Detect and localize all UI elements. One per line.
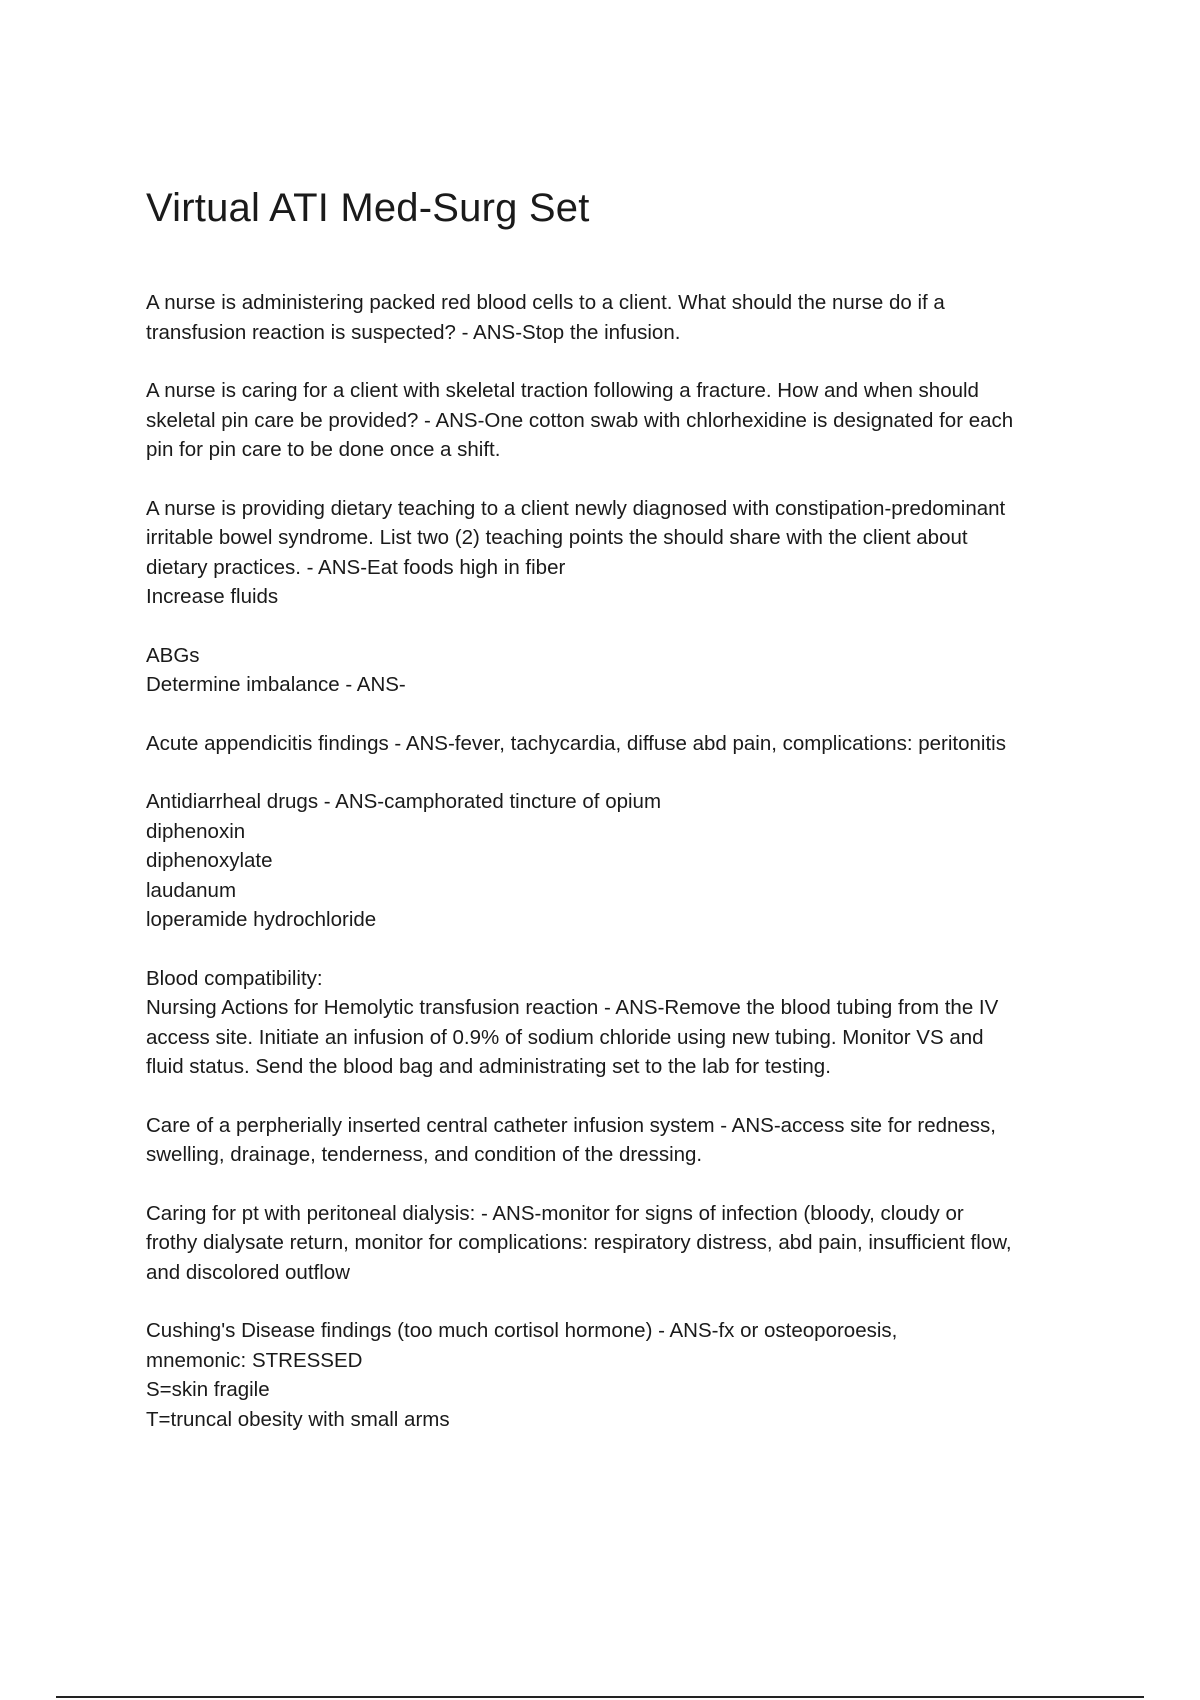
entry-line: dietary practices. - ANS-Eat foods high in fiber	[146, 555, 566, 579]
entry-line: fluid status. Send the blood bag and administrating set to the lab for testing.	[146, 1055, 831, 1078]
qa-entry	[146, 787, 1091, 935]
entry-line: irritable bowel syndrome. List two (2) teaching points the should share with the client about	[146, 526, 968, 549]
entry-line: Cushing's Disease findings (too much cortisol hormone) - ANS-fx or osteoporoesis,	[146, 1319, 898, 1342]
entry-line: swelling, drainage, tenderness, and condition of the dressing.	[146, 1143, 703, 1166]
qa-entry	[146, 729, 1091, 759]
qa-entry	[146, 1111, 1091, 1170]
entry-line: Antidiarrheal drugs - ANS-camphorated tincture of opium	[146, 790, 662, 813]
entry-line: Care of a perpherially inserted central catheter infusion system - ANS-access site for redness,	[146, 1113, 996, 1137]
entry-line: Acute appendicitis findings - ANS-fever, tachycardia, diffuse abd pain, complications: peritonitis	[146, 731, 1006, 755]
entry-line: diphenoxin	[146, 819, 246, 843]
entry-line: skeletal pin care be provided? - ANS-One cotton swab with chlorhexidine is designated for each	[146, 408, 1014, 432]
entry-line: transfusion reaction is suspected? - ANS-Stop the infusion.	[146, 320, 681, 344]
entry-line: laudanum	[146, 878, 237, 902]
entry-line: and discolored outflow	[146, 1260, 350, 1284]
entry-line: A nurse is caring for a client with skeletal traction following a fracture. How and when should	[146, 379, 979, 402]
qa-entry	[146, 1199, 1091, 1288]
entry-line: frothy dialysate return, monitor for complications: respiratory distress, abd pain, insufficient flow,	[146, 1231, 1012, 1254]
entry-line: pin for pin care to be done once a shift.	[146, 438, 501, 461]
entry-line: diphenoxylate	[146, 849, 273, 872]
entry-line: mnemonic: STRESSED	[146, 1348, 363, 1372]
entry-line: Increase fluids	[146, 585, 279, 608]
entry-line: A nurse is administering packed red blood cells to a client. What should the nurse do if a	[146, 291, 945, 314]
qa-entry	[146, 964, 1091, 1082]
entry-line: A nurse is providing dietary teaching to a client newly diagnosed with constipation-predominant	[146, 496, 1006, 520]
document-page	[146, 180, 1091, 1463]
entry-line: Blood compatibility:	[146, 966, 323, 990]
entry-line: T=truncal obesity with small arms	[146, 1407, 450, 1431]
qa-entry	[146, 376, 1091, 465]
entry-line: Caring for pt with peritoneal dialysis: - ANS-monitor for signs of infection (bloody, cloudy or	[146, 1201, 964, 1225]
entry-line: loperamide hydrochloride	[146, 908, 377, 931]
page-title: Virtual ATI Med-Surg Set	[146, 186, 590, 230]
entry-line: ABGs	[146, 643, 200, 667]
entry-line: S=skin fragile	[146, 1378, 270, 1401]
entry-line: access site. Initiate an infusion of 0.9% of sodium chloride using new tubing. Monitor VS and	[146, 1025, 984, 1049]
entry-line: Nursing Actions for Hemolytic transfusion reaction - ANS-Remove the blood tubing from the IV	[146, 996, 999, 1019]
qa-entry	[146, 641, 1091, 700]
entry-line: Determine imbalance - ANS-	[146, 673, 406, 696]
qa-entry	[146, 288, 1091, 347]
qa-entry	[146, 1316, 1091, 1434]
qa-entry	[146, 494, 1091, 612]
page-bottom-divider	[56, 1696, 1144, 1698]
